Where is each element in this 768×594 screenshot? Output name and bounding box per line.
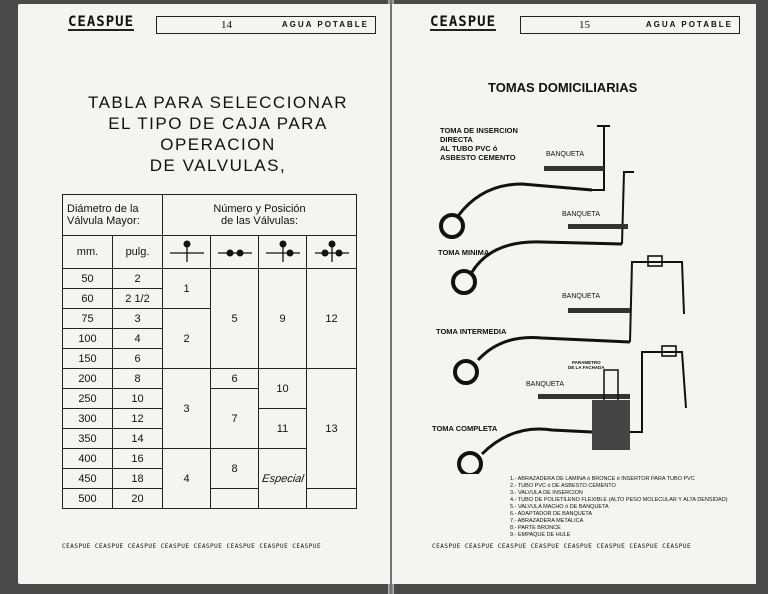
mm-cell: 300 [63,409,113,429]
pulg-cell: 14 [113,429,163,449]
brand-logo: CEASPUE [68,14,135,30]
label-toma-minima: TOMA MINIMA [438,248,490,257]
page-header [156,16,376,34]
legend-item: 8.- PARTE BRONCE [510,525,561,531]
section-title: AGUA POTABLE [281,20,369,29]
header-line: de las Válvulas: [220,215,299,227]
box-type-10: 10 [259,369,307,409]
pulg-cell: 2 [113,269,163,289]
label-line: ASBESTO CEMENTO [440,153,516,162]
box-type-9: 9 [259,269,307,369]
label-line: TOMA DE INSERCION [440,126,518,135]
legend-item: 4.- TUBO DE POLIETILENO FLEXIBLE (ALTO PESO MOLECULAR Y ALTA DENSIDAD) [510,497,728,503]
box-type-3: 3 [163,369,211,449]
box-type-11: 11 [259,409,307,449]
pulg-cell: 3 [113,309,163,329]
pulg-cell: 6 [113,349,163,369]
box-type-12: 12 [307,269,357,369]
valve-box-table [62,194,357,509]
pipe-section-icon [441,215,463,237]
page-number: 15 [579,19,590,31]
box-type-7: 7 [211,389,259,449]
title-line: TABLA PARA SELECCIONAR [87,93,349,112]
page-number: 14 [221,19,232,31]
tomas-diagram [392,4,756,474]
pulg-cell: 10 [113,389,163,409]
title-line: EL TIPO DE CAJA PARA OPERACION [108,114,328,154]
page-title [48,92,388,176]
pulg-cell: 8 [113,369,163,389]
legend-item: 1.- ABRAZADERA DE LAMINA ó BRONCE ó INSERTOR PARA TUBO PVC [510,476,695,482]
valve-3-symbol-icon [259,236,307,269]
banqueta-label: BANQUETA [526,381,564,388]
mm-cell: 50 [63,269,113,289]
box-type-8: 8 [211,449,259,489]
label-line: PARAMETRO [571,360,601,365]
banqueta-label: BANQUETA [562,211,600,218]
col-mm-header: mm. [63,236,113,269]
label-toma-intermedia: TOMA INTERMEDIA [436,327,507,336]
mm-cell: 150 [63,349,113,369]
right-page [392,4,756,584]
mm-cell: 200 [63,369,113,389]
empty-cell [307,489,357,509]
header-line: Diámetro de la [67,203,139,215]
empty-cell [211,489,259,509]
brand-logo: CEASPUE [430,14,497,30]
box-type-13: 13 [307,369,357,489]
mm-cell: 400 [63,449,113,469]
pulg-cell: 4 [113,329,163,349]
legend-item: 9.- EMPAQUE DE HULE [510,532,571,538]
page-footer: CEASPUE CEASPUE CEASPUE CEASPUE CEASPUE CEASPUE CEASPUE CEASPUE [62,543,322,550]
box-type-especial: Especial [254,449,310,509]
box-type-4: 4 [163,449,211,509]
mm-cell: 450 [63,469,113,489]
header-line: Válvula Mayor: [67,215,140,227]
box-type-5: 5 [211,269,259,369]
valve-2-symbol-icon [211,236,259,269]
pipe-section-icon [455,361,477,383]
pipe-section-icon [459,453,481,474]
mm-cell: 500 [63,489,113,509]
title-line: DE VALVULAS, [149,156,287,175]
pipe-section-icon [453,271,475,293]
mm-cell: 60 [63,289,113,309]
pulg-cell: 2 1/2 [113,289,163,309]
valves-header [163,195,357,236]
mm-cell: 250 [63,389,113,409]
legend-item: 3.- VALVULA DE INSERCION [510,490,583,496]
label-toma-completa: TOMA COMPLETA [432,424,498,433]
label-line: DIRECTA [440,135,473,144]
col-pulg-header: pulg. [113,236,163,269]
section-title: AGUA POTABLE [645,20,733,29]
banqueta-label: BANQUETA [546,151,584,158]
box-type-2: 2 [163,309,211,369]
page-footer: CEASPUE CEASPUE CEASPUE CEASPUE CEASPUE CEASPUE CEASPUE CEASPUE [432,543,692,550]
pulg-cell: 18 [113,469,163,489]
pulg-cell: 16 [113,449,163,469]
page-title: TOMAS DOMICILIARIAS [488,80,638,95]
valve-4-symbol-icon [307,236,357,269]
label-line: AL TUBO PVC ó [440,144,498,153]
mm-cell: 350 [63,429,113,449]
left-page [18,4,390,584]
diameter-header [63,195,163,236]
legend-item: 6.- ADAPTADOR DE BANQUETA [510,511,593,517]
valve-1-symbol-icon [163,236,211,269]
box-type-1: 1 [163,269,211,309]
label-line: DE LA FACHADA [568,365,605,370]
mm-cell: 100 [63,329,113,349]
legend-item: 2.- TUBO PVC ó DE ASBESTO CEMENTO [510,483,616,489]
box-type-6: 6 [211,369,259,389]
legend-item: 5.- VALVULA MACHO ó DE BANQUETA [510,504,609,510]
legend-item: 7.- ABRAZADERA METALICA [510,518,584,524]
pulg-cell: 20 [113,489,163,509]
pulg-cell: 12 [113,409,163,429]
banqueta-label: BANQUETA [562,293,600,300]
legend-list [510,476,728,539]
mm-cell: 75 [63,309,113,329]
header-line: Número y Posición [213,203,306,215]
